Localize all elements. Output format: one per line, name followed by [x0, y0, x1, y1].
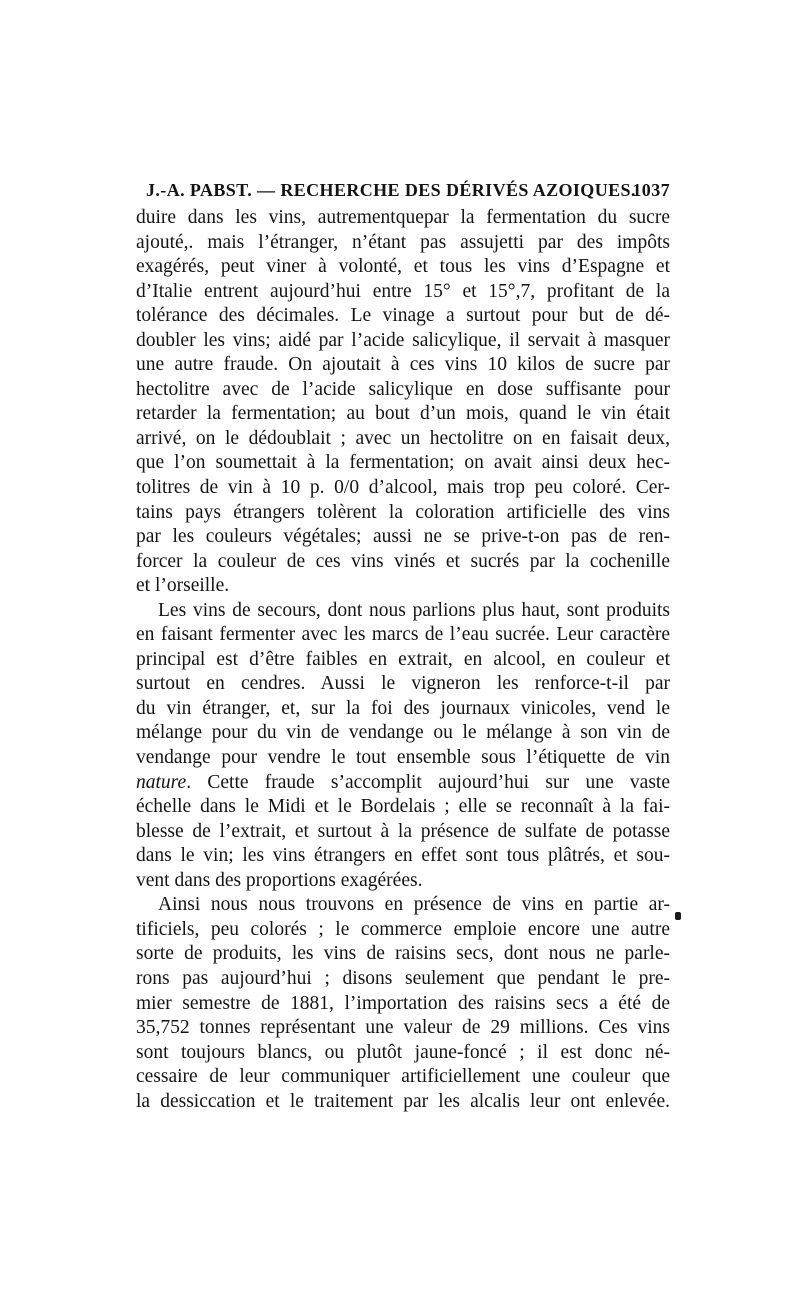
text-line: que l’on soumettait à la fermentation; on avait ainsi deux hec- [136, 452, 670, 474]
text-line: cessaire de leur communiquer artificiellement une couleur que [136, 1066, 670, 1088]
text-line: exagérés, peut viner à volonté, et tous les vins d’Espagne et [136, 256, 670, 278]
text-line: doubler les vins; aidé par l’acide salicylique, il servait à masquer [136, 329, 670, 351]
text-line: d’Italie entrent aujourd’hui entre 15° et 15°,7, profitant de la [136, 280, 670, 302]
paragraph-3 [136, 893, 670, 1114]
text-line: sorte de produits, les vins de raisins secs, dont nous ne parle- [136, 943, 670, 965]
text-line: tolérance des décimales. Le vinage a surtout pour but de dé- [136, 305, 670, 327]
page-number: 1037 [632, 180, 670, 200]
running-title: J.-A. PABST. — RECHERCHE DES DÉRIVÉS AZOIQUES. [146, 180, 636, 200]
text-line: vendange pour vendre le tout ensemble sous l’étiquette de vin [136, 747, 670, 769]
text-line: tolitres de vin à 10 p. 0/0 d’alcool, mais trop peu coloré. Cer- [136, 477, 670, 499]
text-line: vent dans des proportions exagérées. [136, 869, 423, 891]
text-line: échelle dans le Midi et le Bordelais ; elle se reconnaît à la fai- [136, 796, 670, 818]
text-line: et l’orseille. [136, 575, 230, 597]
text-line: surtout en cendres. Aussi le vigneron les renforce-t-il par [136, 673, 670, 695]
text-line: ajouté,. mais l’étranger, n’étant pas assujetti par des impôts [136, 231, 670, 253]
text-line: rons pas aujourd’hui ; disons seulement que pendant le pre- [136, 967, 670, 989]
text-line: par les couleurs végétales; aussi ne se prive-t-on pas de ren- [136, 526, 670, 548]
paragraph-2 [136, 599, 670, 894]
text-line: duire dans les vins, autrementquepar la fermentation du sucre [136, 207, 670, 228]
text-line: mélange pour du vin de vendange ou le mélange à son vin de [136, 722, 670, 744]
text-line: hectolitre avec de l’acide salicylique en dose suffisante pour [136, 378, 670, 400]
text-line: tificiels, peu colorés ; le commerce emploie encore une autre [136, 918, 670, 940]
text-line: la dessiccation et le traitement par les alcalis leur ont enlevée. [136, 1090, 670, 1112]
text-line: une autre fraude. On ajoutait à ces vins 10 kilos de sucre par [136, 354, 670, 376]
text-line: Ainsi nous nous trouvons en présence de vins en partie ar- [158, 894, 670, 916]
text-line: arrivé, on le dédoublait ; avec un hectolitre on en faisait deux, [136, 427, 670, 449]
text-line: forcer la couleur de ces vins vinés et sucrés par la cochenille [136, 550, 670, 572]
text-line: retarder la fermentation; au bout d’un mois, quand le vin était [136, 403, 670, 425]
body-text [136, 206, 670, 1114]
text-line: mier semestre de 1881, l’importation des raisins secs a été de [136, 992, 670, 1014]
text-line: sont toujours blancs, ou plutôt jaune-foncé ; il est donc né- [136, 1041, 670, 1063]
paragraph-1 [136, 206, 670, 599]
text-line: Les vins de secours, dont nous parlions plus haut, sont produits [158, 599, 670, 621]
text-line: tains pays étrangers tolèrent la coloration artificielle des vins [136, 501, 670, 523]
text-line: en faisant fermenter avec les marcs de l’eau sucrée. Leur caractère [136, 624, 670, 646]
text-line: blesse de l’extrait, et surtout à la présence de sulfate de potasse [136, 820, 670, 842]
text-line: principal est d’être faibles en extrait, en alcool, en couleur et [136, 648, 670, 670]
text-line: 35,752 tonnes représentant une valeur de 29 millions. Ces vins [136, 1017, 670, 1039]
text-line: dans le vin; les vins étrangers en effet sont tous plâtrés, et sou- [136, 845, 670, 867]
text-line-italic-start: nature. Cette fraude s’accomplit aujourd’hui sur une vaste [136, 771, 670, 793]
running-header [146, 180, 670, 202]
text-line: du vin étranger, et, sur la foi des journaux vinicoles, vend le [136, 697, 670, 719]
margin-mark [675, 912, 681, 920]
